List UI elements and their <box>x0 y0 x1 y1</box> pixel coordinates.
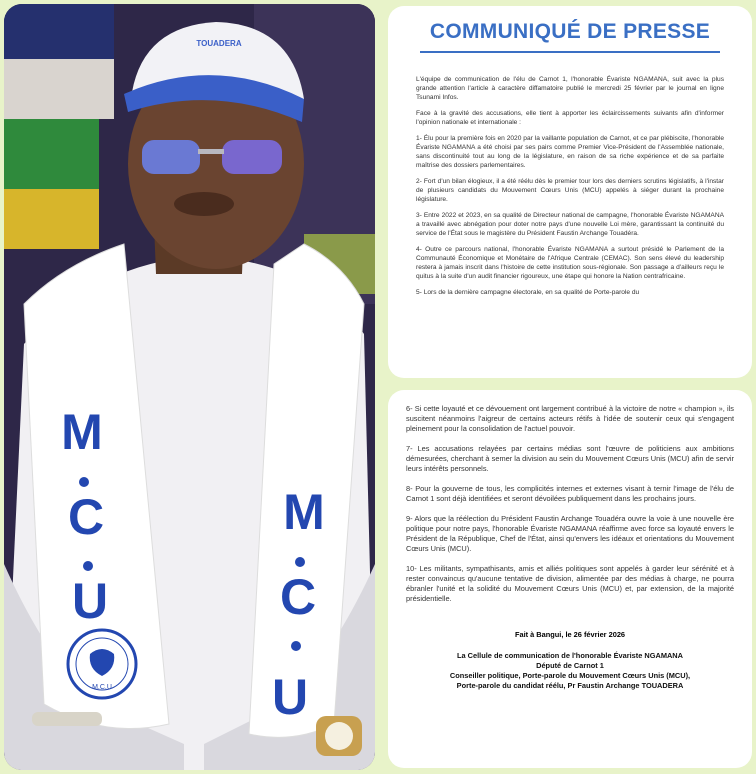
sash-left-letter: M <box>61 404 103 460</box>
cap-text: TOUADERA <box>196 39 242 48</box>
signature-date: Fait à Bangui, le 26 février 2026 <box>514 630 626 639</box>
intro-paragraph: Face à la gravité des accusations, elle tient à apporter les éclaircissements suivants afin d'informer l'opinion nationale et internationale : <box>416 110 724 126</box>
point-paragraph: 2- Fort d'un bilan élogieux, il a été réélu dès le premier tour lors des derniers scrutins législatifs, à l'instar de plusieurs candidats du Mouvement Cœurs Unis (MCU) appelés à siéger durant la prochaine législature. <box>416 178 724 203</box>
point-paragraph: 9- Alors que la réélection du Président Faustin Archange Touadéra ouvre la voie à une nouvelle ère politique pour notre pays, l'honorable Évariste NGAMANA réaffirme avec force sa loyauté envers le Président de la République, Chef de l'État, ainsi qu'envers les idéaux et orientations du Mouvement Cœurs Unis (MCU). <box>406 514 734 553</box>
glasses-left-lens <box>142 140 200 174</box>
signature-line: Porte-parole du candidat réélu, Pr Faustin Archange TOUADERA <box>456 681 684 690</box>
sash-right-letter: U <box>271 669 309 725</box>
point-paragraph: 8- Pour la gouverne de tous, les complicités internes et externes visant à ternir l'image de l'élu de Carnot 1 sont déjà identifiées et seront dévoilées publiquement dans les prochains jours. <box>406 484 734 503</box>
flag-band-yellow <box>4 189 99 249</box>
sash-right-letter: C <box>279 569 317 625</box>
point-paragraph: 1- Élu pour la première fois en 2020 par la vaillante population de Carnot, et ce par plébiscite, l'honorable Évariste NGAMANA a été choisi par ses pairs comme Premier Vice-Président de l'Assemblée nationale, sans discontinuité tout au long de la législature, en raison de sa riche expérience et de sa parfaite maîtrise des dossiers parlementaires. <box>416 135 724 169</box>
logo-text: M.C.U <box>92 684 112 691</box>
press-release-page-2 <box>388 390 752 768</box>
page-1-body <box>388 53 752 297</box>
sash-right-letter: M <box>283 484 325 540</box>
point-paragraph: 3- Entre 2022 et 2023, en sa qualité de Directeur national de campagne, l'honorable Évariste NGAMANA a travaillé avec abnégation pour doter notre pays d'une nouvelle Loi mère, garantissant la continuité du service de l'État sous le magistère du Président Faustin Archange Touadéra. <box>416 212 724 237</box>
flag-band-white <box>4 59 114 119</box>
bracelet <box>32 712 102 726</box>
glasses-right-lens <box>222 140 282 174</box>
press-release-page-1 <box>388 6 752 378</box>
point-paragraph: 10- Les militants, sympathisants, amis et alliés politiques sont appelés à garder leur sérénité et à rester convaincus qu'aucune tentative de division, alimentée par des médias à charge, ne pourra ébranler l'unité et la solidité du Mouvement Cœurs Unis (MCU) et, par extension, de la majorité présidentielle. <box>406 564 734 603</box>
page-2-body <box>388 390 752 691</box>
signature-line: Député de Carnot 1 <box>536 661 604 670</box>
signature-line: La Cellule de communication de l'honorable Évariste NGAMANA <box>457 651 683 660</box>
point-paragraph: 4- Outre ce parcours national, l'honorable Évariste NGAMANA a surtout présidé le Parlement de la Communauté Économique et Monétaire de l'Afrique Centrale (CEMAC). Son sens élevé du leadership restera à jamais inscrit dans l'histoire de cette institution sous-régionale. Son passage a d'ailleurs reçu le quitus à la suite d'un audit financier rigoureux, une étape qui honore la Nation centrafricaine. <box>416 246 724 280</box>
sash-left-letter: C <box>67 489 105 545</box>
portrait-photo <box>4 4 375 770</box>
flag-band-green <box>4 119 99 189</box>
point-paragraph: 5- Lors de la dernière campagne électorale, en sa qualité de Porte-parole du <box>416 289 640 296</box>
point-paragraph: 6- Si cette loyauté et ce dévouement ont largement contribué à la victoire de notre « champion », ils suscitent néanmoins l'aigreur de certains acteurs rétifs à l'idée de soutenir ceux qui s'engagent pleinement pour la consolidation de l'actuel pouvoir. <box>406 404 734 433</box>
point-paragraph: 7- Les accusations relayées par certains médias sont l'œuvre de politiciens aux ambitions démesurées, cherchant à semer la division au sein du Mouvement Cœurs Unis (MCU) afin de servir leurs intérêts personnels. <box>406 444 734 473</box>
portrait-illustration <box>4 4 375 770</box>
mcu-logo <box>68 630 136 698</box>
page-title: COMMUNIQUÉ DE PRESSE <box>429 20 711 43</box>
intro-paragraph: L'équipe de communication de l'élu de Carnot 1, l'honorable Évariste NGAMANA, suit avec la plus grande attention l'article à caractère diffamatoire publié le mercredi 25 février par le journal en ligne Tsunami Infos. <box>416 76 724 101</box>
signature-line: Conseiller politique, Porte-parole du Mouvement Cœurs Unis (MCU), <box>449 671 691 680</box>
sash-left-letter: U <box>71 573 109 629</box>
